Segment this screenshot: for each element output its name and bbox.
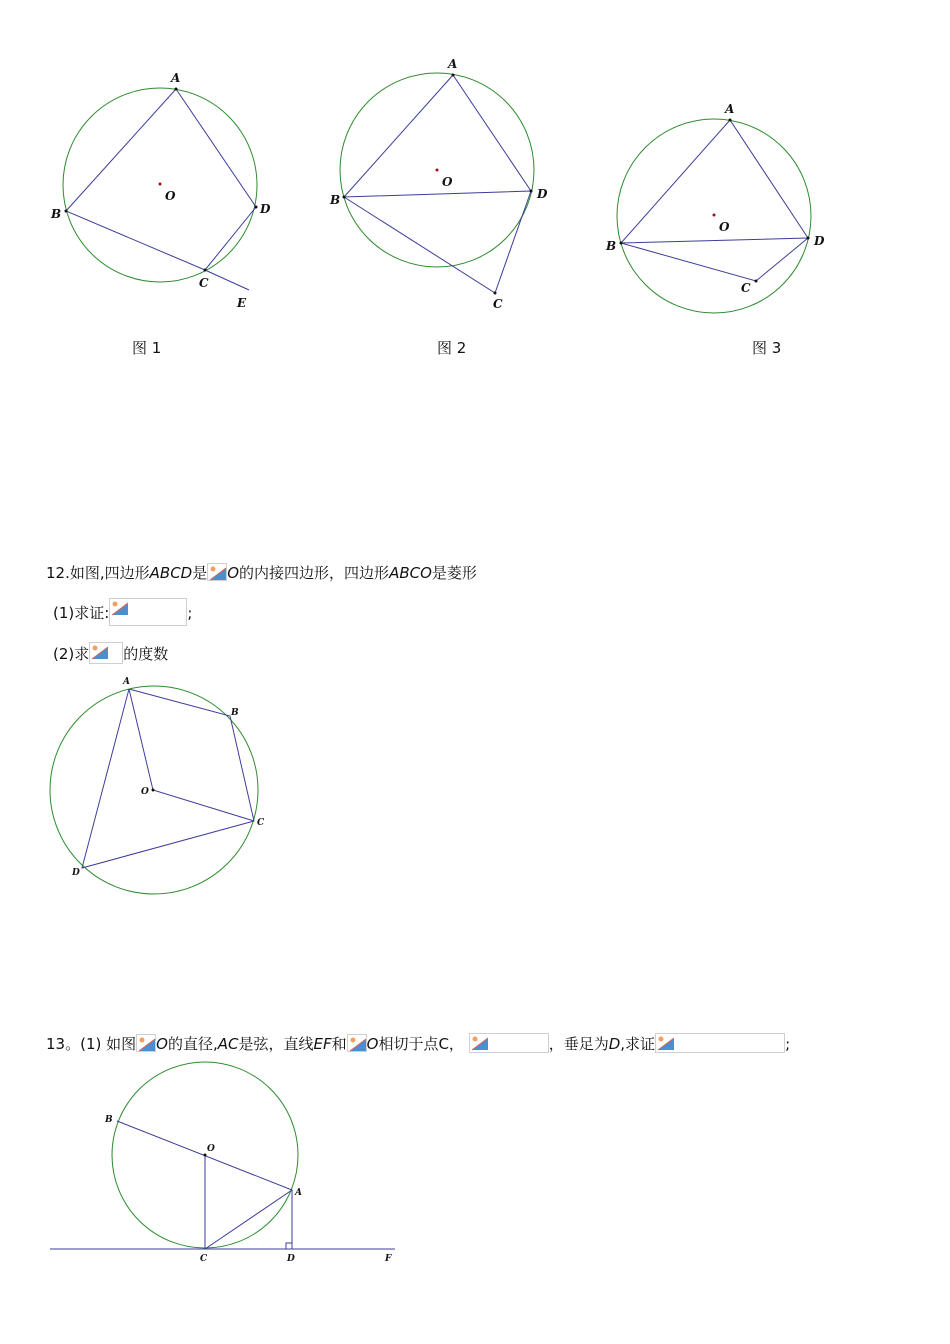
fig1-point-o: O [165, 189, 176, 203]
figure-3 [605, 102, 825, 313]
q13-figure [0, 1055, 420, 1275]
fig2-point-d: D [537, 187, 548, 201]
q12-figure [0, 670, 300, 910]
fig3-point-b: B [606, 239, 617, 253]
q12-quad-abcd: ABCD [149, 564, 193, 582]
q12-stem: 12.如图,四边形ABCD是 O的内接四边形，四边形ABCO是菱形 [46, 564, 477, 582]
fig2-point-o: O [442, 175, 453, 189]
fig1-point-e: E [237, 296, 247, 310]
q13-point-a: A [295, 1188, 302, 1198]
broken-image-icon [207, 563, 227, 581]
fig3-point-c: C [741, 281, 751, 295]
q12-point-a: A [123, 677, 130, 687]
q13-point-b: B [105, 1115, 113, 1125]
q12-point-b: B [231, 708, 239, 718]
q12-point-c: C [257, 818, 265, 828]
fig1-point-b: B [51, 207, 62, 221]
q12-part1: (1)求证: ; [53, 598, 192, 626]
fig1-point-a: A [171, 71, 181, 85]
q12-point-d: D [72, 868, 80, 878]
fig2-point-c: C [493, 297, 503, 311]
fig3-point-d: D [814, 234, 825, 248]
q13-number: 13。 [46, 1035, 81, 1053]
fig1-point-c: C [199, 276, 209, 290]
q13-point-o: O [207, 1144, 215, 1154]
q13-point-f: F [385, 1254, 392, 1264]
fig1-point-d: D [260, 202, 271, 216]
formula-image-placeholder [89, 642, 123, 664]
formula-image-placeholder [469, 1033, 549, 1053]
q12-part2: (2)求 的度数 [53, 642, 168, 664]
q12-point-o: O [141, 787, 149, 797]
figure-1 [50, 71, 271, 310]
fig2-point-b: B [330, 193, 341, 207]
broken-image-icon [136, 1034, 156, 1052]
broken-image-icon [347, 1034, 367, 1052]
fig3-point-a: A [725, 102, 735, 116]
q13-point-d: D [287, 1254, 295, 1264]
figure-1-caption: 图 1 [132, 339, 162, 357]
q12-number: 12. [46, 564, 70, 582]
figure-2-caption: 图 2 [437, 339, 467, 357]
fig3-point-o: O [719, 220, 730, 234]
q13-stem: 13。(1) 如图 O的直径,AC是弦，直线EF和 O相切于点C， ，垂足为D,求证 ; [46, 1035, 791, 1053]
figure-3-caption: 图 3 [752, 339, 782, 357]
figure-2 [329, 57, 548, 311]
fig2-point-a: A [448, 57, 458, 71]
q13-point-c: C [200, 1254, 208, 1264]
q12-quad-abco: ABCO [389, 564, 432, 582]
formula-image-placeholder [109, 598, 187, 626]
formula-image-placeholder [655, 1033, 785, 1053]
